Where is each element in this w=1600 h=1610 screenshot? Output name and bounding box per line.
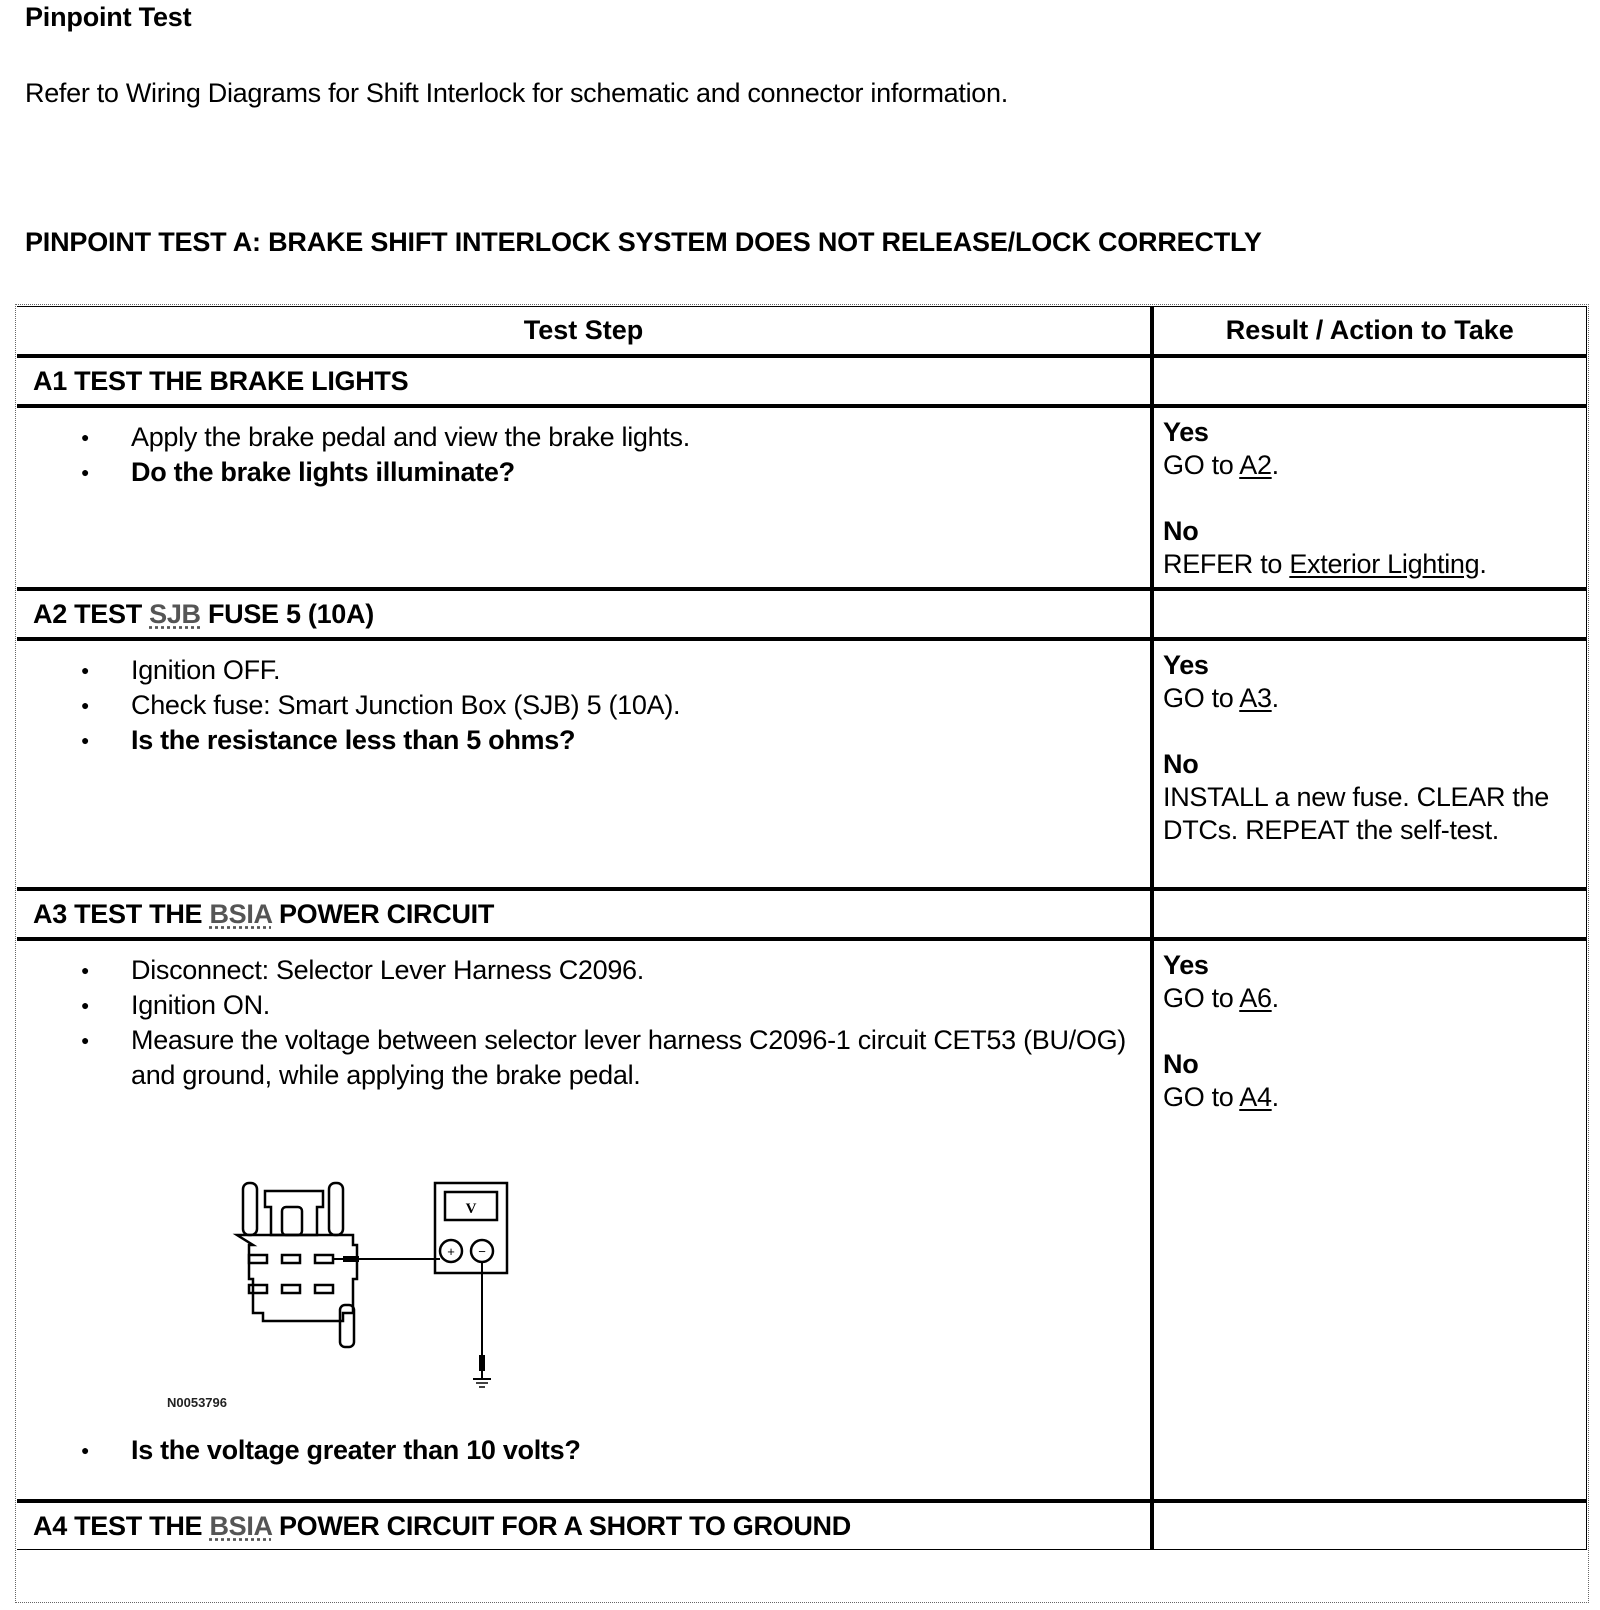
pinpoint-test-table [17, 306, 1587, 1550]
bullet-item: ● Ignition OFF. [17, 653, 1150, 688]
step-heading-a1: A1 TEST THE BRAKE LIGHTS [17, 356, 1152, 406]
abbr-bsia[interactable]: BSIA [209, 898, 272, 929]
step-header-row-a3 [17, 889, 1586, 939]
bullet-item: ● Check fuse: Smart Junction Box (SJB) 5 (10A). [17, 688, 1150, 723]
yes-label: Yes [1163, 950, 1209, 980]
step-question: ● Is the resistance less than 5 ohms? [17, 723, 1150, 758]
step-heading-result-empty [1152, 889, 1586, 939]
step-heading-a4: A4 TEST THE BSIA POWER CIRCUIT FOR A SHORT TO GROUND [17, 1501, 1152, 1550]
step-instructions-a2 [17, 639, 1152, 889]
header-result-action: Result / Action to Take [1152, 307, 1586, 357]
connector-voltmeter-illustration [167, 1169, 537, 1399]
link-goto-a2[interactable]: A2 [1239, 450, 1272, 480]
step-result-a1: Yes GO to A2. No REFER to Exterior Lighting. [1152, 406, 1586, 589]
voltage-measurement-diagram [167, 1169, 537, 1429]
minus-terminal-icon: − [478, 1244, 486, 1259]
no-label: No [1163, 1049, 1199, 1079]
bullet-item: ● Measure the voltage between selector lever harness C2096-1 circuit CET53 (BU/OG) and ground, while applying the brake pedal. [17, 1023, 1150, 1093]
pinpoint-test-title: PINPOINT TEST A: BRAKE SHIFT INTERLOCK SYSTEM DOES NOT RELEASE/LOCK CORRECTLY [25, 227, 1262, 257]
step-body-row-a1 [17, 406, 1586, 589]
abbr-bsia[interactable]: BSIA [209, 1510, 272, 1541]
step-instructions-a1 [17, 406, 1152, 589]
link-goto-a6[interactable]: A6 [1239, 983, 1272, 1013]
step-header-row-a1 [17, 356, 1586, 406]
bullet-item: ● Ignition ON. [17, 988, 1150, 1023]
step-question: ● Is the voltage greater than 10 volts? [17, 1433, 1150, 1468]
meter-v-label: V [465, 1201, 477, 1217]
step-heading-result-empty [1152, 1501, 1586, 1550]
step-body-row-a2 [17, 639, 1586, 889]
step-instructions-a3 [17, 939, 1152, 1501]
document-title: Pinpoint Test [25, 2, 192, 32]
figure-id: N0053796 [167, 1395, 227, 1410]
step-heading-result-empty [1152, 589, 1586, 639]
abbr-sjb[interactable]: SJB [149, 598, 201, 629]
link-goto-a4[interactable]: A4 [1239, 1082, 1272, 1112]
step-body-row-a3 [17, 939, 1586, 1501]
header-test-step: Test Step [17, 307, 1152, 357]
table-header-row [17, 307, 1586, 357]
no-label: No [1163, 749, 1199, 779]
no-action-text: INSTALL a new fuse. CLEAR the DTCs. REPEAT the self-test. [1163, 782, 1549, 845]
step-heading-result-empty [1152, 356, 1586, 406]
step-header-row-a4 [17, 1501, 1586, 1550]
step-result-a2: Yes GO to A3. No INSTALL a new fuse. CLEAR the DTCs. REPEAT the self-test. [1152, 639, 1586, 889]
yes-label: Yes [1163, 417, 1209, 447]
step-result-a3: Yes GO to A6. No GO to A4. [1152, 939, 1586, 1501]
link-exterior-lighting[interactable]: Exterior Lighting [1289, 549, 1480, 579]
step-heading-a2: A2 TEST SJB FUSE 5 (10A) [17, 589, 1152, 639]
link-goto-a3[interactable]: A3 [1239, 683, 1272, 713]
step-heading-a3: A3 TEST THE BSIA POWER CIRCUIT [17, 889, 1152, 939]
plus-terminal-icon: + [447, 1244, 455, 1259]
no-label: No [1163, 516, 1199, 546]
yes-label: Yes [1163, 650, 1209, 680]
bullet-item: ● Apply the brake pedal and view the brake lights. [17, 420, 1150, 455]
step-header-row-a2 [17, 589, 1586, 639]
intro-text: Refer to Wiring Diagrams for Shift Interlock for schematic and connector information. [25, 78, 1008, 108]
bullet-item: ● Disconnect: Selector Lever Harness C2096. [17, 953, 1150, 988]
step-question: ● Do the brake lights illuminate? [17, 455, 1150, 490]
